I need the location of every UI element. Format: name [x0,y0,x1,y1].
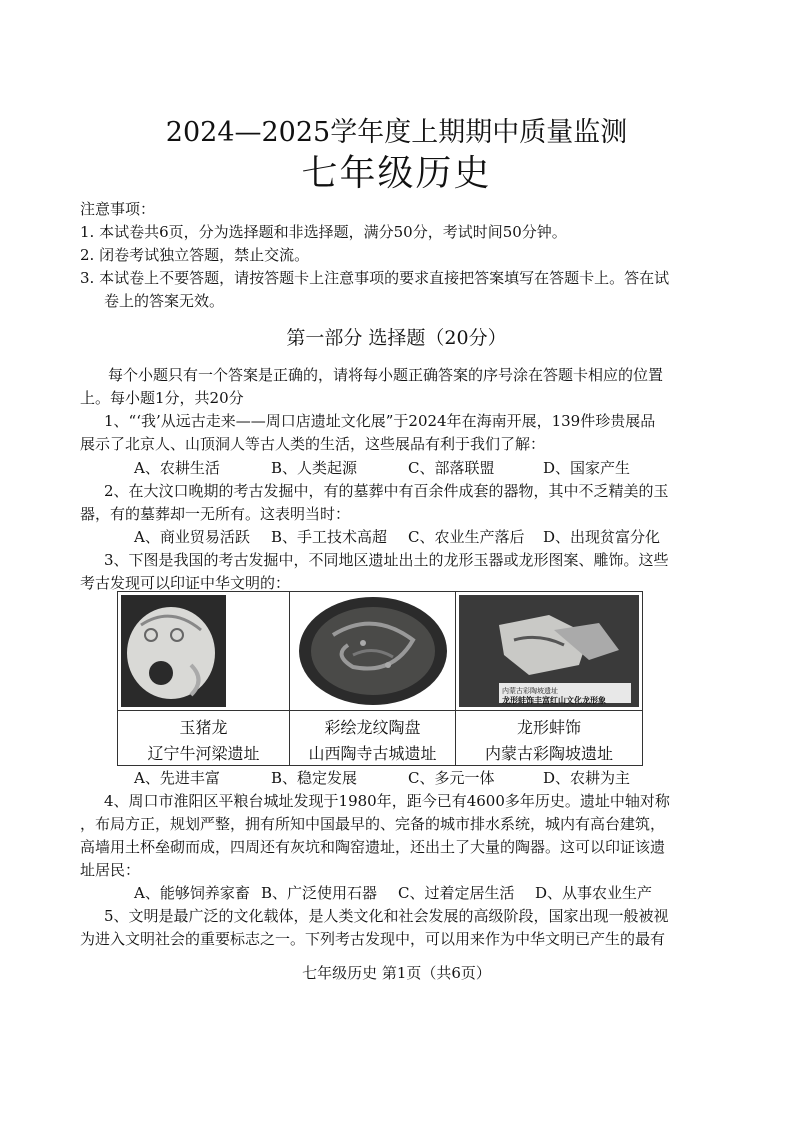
note-item: 卷上的答案无效。 [104,292,225,310]
question-5-line: 5、文明是最广泛的文化载体，是人类文化和社会发展的高级阶段，国家出现一般被视 [104,907,669,925]
question-2-option-b: B、手工技术高超 [271,528,388,546]
figure-1-site: 辽宁牛河梁遗址 [147,744,260,763]
jade-pig-dragon-image [121,595,287,707]
section-title: 第一部分 选择题（20分） [286,327,507,349]
figure-3-name: 龙形蚌饰 [516,718,581,737]
figure-3-site: 内蒙古彩陶坡遗址 [484,744,613,763]
figure-1-name: 玉猪龙 [179,718,228,737]
photo-caption-2: 龙形蚌饰丰富红山文化龙形象 [502,695,606,705]
question-3-option-c: C、多元一体 [408,769,495,787]
figure-cell-jade-dragon [118,592,290,765]
question-3-option-d: D、农耕为主 [543,769,631,787]
note-item: 2. 闭卷考试独立答题，禁止交流。 [80,246,310,264]
painted-dragon-plate-image [293,595,453,707]
question-2-option-d: D、出现贫富分化 [543,528,661,546]
question-5-line: 为进入文明社会的重要标志之一。下列考古发现中，可以用来作为中华文明已产生的最有 [80,930,666,948]
question-2-option-a: A、商业贸易活跃 [134,528,250,546]
question-4-line: 高墙用土杯垒砌而成，四周还有灰坑和陶窑遗址，还出土了大量的陶器。这可以印证该遗 [80,838,666,856]
figure-2-name: 彩绘龙纹陶盘 [324,718,421,737]
figure-cell-shell-dragon [456,592,642,765]
instructions-line: 每个小题只有一个答案是正确的，请将每小题正确答案的序号涂在答题卡相应的位置 [108,366,664,384]
figure-2-site: 山西陶寺古城遗址 [308,744,437,763]
exam-title: 2024—2025学年度上期期中质量监测 [165,117,628,148]
exam-subject: 七年级历史 [301,153,492,194]
question-3-figure-table [117,591,643,766]
question-1-line: 展示了北京人、山顶洞人等古人类的生活，这些展品有利于我们了解： [80,435,546,453]
question-1-option-b: B、人类起源 [271,459,358,477]
question-4-line: 址居民： [80,861,141,879]
note-item: 3. 本试卷上不要答题，请按答题卡上注意事项的要求直接把答案填写在答题卡上。答在试 [80,269,670,287]
figure-cell-pottery-plate [290,592,456,765]
page-footer: 七年级历史 第1页（共6页） [302,964,491,982]
question-4-line: 4、周口市淮阳区平粮台城址发现于1980年，距今已有4600多年历史。遗址中轴对称 [104,792,670,810]
notes-heading: 注意事项： [80,200,156,218]
instructions-line: 上。每小题1分，共20分 [80,389,244,407]
question-4-option-a: A、能够饲养家畜 [134,884,250,902]
question-4-option-c: C、过着定居生活 [398,884,515,902]
question-3-line: 考古发现可以印证中华文明的： [80,574,291,592]
question-1-option-d: D、国家产生 [543,459,631,477]
question-2-option-c: C、农业生产落后 [408,528,525,546]
question-3-option-a: A、先进丰富 [134,769,220,787]
question-4-option-d: D、从事农业生产 [535,884,653,902]
question-4-line: ，布局方正，规划严整，拥有所知中国最早的、完备的城市排水系统，城内有高台建筑， [80,815,666,833]
question-3-line: 3、下图是我国的考古发掘中，不同地区遗址出土的龙形玉器或龙形图案、雕饰。这些 [104,551,669,569]
question-2-line: 2、在大汶口晚期的考古发掘中，有的墓葬中有百余件成套的器物，其中不乏精美的玉 [104,482,669,500]
question-4-option-b: B、广泛使用石器 [261,884,378,902]
question-2-line: 器，有的墓葬却一无所有。这表明当时： [80,505,351,523]
note-item: 1. 本试卷共6页，分为选择题和非选择题，满分50分，考试时间50分钟。 [80,223,567,241]
question-1-option-c: C、部落联盟 [408,459,495,477]
question-1-option-a: A、农耕生活 [134,459,220,477]
question-3-option-b: B、稳定发展 [271,769,358,787]
question-1-line: 1、“‘我’从远古走来——周口店遗址文化展”于2024年在海南开展，139件珍贵展品 [104,412,656,430]
photo-caption-1: 内蒙古彩陶坡遗址 [502,687,558,695]
